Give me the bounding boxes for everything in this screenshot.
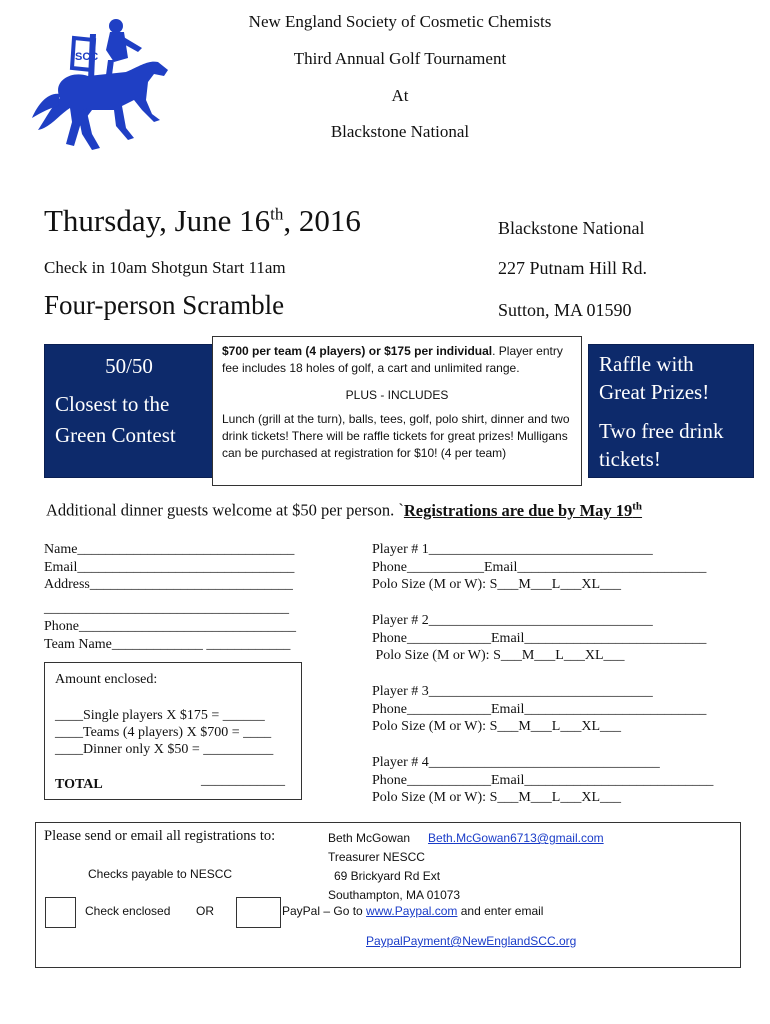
player-4-block: [372, 754, 713, 807]
drink-line2: tickets!: [599, 446, 661, 471]
teams-line[interactable]: ____Teams (4 players) X $700 = ____: [55, 725, 272, 740]
header-line-venue: Blackstone National: [330, 122, 470, 141]
total-field[interactable]: ____________: [201, 773, 285, 788]
player-3-polo[interactable]: Polo Size (M or W): S___M___L___XL___: [372, 719, 622, 734]
registration-due: [404, 501, 642, 520]
single-players-line[interactable]: ____Single players X $175 = ______: [55, 708, 265, 723]
contest-box: [44, 344, 214, 478]
treasurer-street: 69 Brickyard Rd Ext: [334, 869, 441, 883]
player-4-name[interactable]: Player # 4_________________________________: [372, 755, 660, 770]
player-1-polo[interactable]: Polo Size (M or W): S___M___L___XL___: [372, 577, 622, 592]
treasurer-email-link[interactable]: Beth.McGowan6713@gmail.com: [428, 831, 604, 845]
phone-field[interactable]: Phone_______________________________: [44, 619, 296, 634]
checkin-time: Check in 10am Shotgun Start 11am: [44, 258, 286, 277]
raffle-line1: Raffle with: [599, 352, 694, 376]
player-1-name[interactable]: Player # 1________________________________: [372, 542, 653, 557]
dinner-only-line[interactable]: ____Dinner only X $50 = __________: [55, 742, 274, 757]
treasurer-role: Treasurer NESCC: [328, 850, 425, 864]
treasurer-address: [328, 829, 604, 905]
send-title: Please send or email all registrations to:: [44, 828, 276, 844]
dinner-guests-text: Additional dinner guests welcome at $50 per person. `: [46, 500, 404, 520]
treasurer-city: Southampton, MA 01073: [328, 888, 461, 902]
treasurer-name: Beth McGowan: [328, 831, 411, 845]
contest-closest: Closest to the: [55, 392, 170, 417]
venue-street: 227 Putnam Hill Rd.: [498, 258, 648, 278]
email-field[interactable]: Email_______________________________: [44, 559, 295, 575]
team-name-field[interactable]: Team Name_____________ ____________: [44, 636, 291, 652]
player-3-block: [372, 683, 706, 736]
contest-5050: 50/50: [105, 354, 153, 378]
registration-due-suffix: th: [632, 500, 643, 512]
paypal-checkbox[interactable]: [236, 897, 281, 928]
checks-payable: Checks payable to NESCC: [88, 867, 233, 881]
venue-city: Sutton, MA 01590: [498, 300, 632, 320]
dinner-guests-line: [46, 500, 642, 521]
drink-line1: Two free drink: [599, 418, 724, 443]
paypal-site-link[interactable]: www.Paypal.com: [366, 904, 458, 918]
event-date-year: , 2016: [283, 203, 361, 238]
contest-green: Green Contest: [55, 422, 176, 447]
entry-price: [222, 343, 572, 377]
includes-text: Lunch (grill at the turn), balls, tees, golf, polo shirt, dinner and two drink tickets! There will be raffle tickets for great prizes! Mulligans can be purchased at registration for $10! (4 per team): [222, 412, 570, 460]
event-format: Four-person Scramble: [44, 290, 285, 320]
total-label: TOTAL: [55, 777, 103, 792]
entry-info-box: [212, 336, 582, 486]
header-line-society: New England Society of Cosmetic Chemists: [248, 12, 552, 31]
amount-title: Amount enclosed:: [55, 672, 158, 687]
player-1-block: [372, 541, 706, 594]
player-1-contact[interactable]: Phone___________Email___________________________: [372, 559, 707, 575]
raffle-box: [588, 344, 754, 478]
entry-price-bold: $700 per team (4 players) or $175 per individual: [222, 344, 493, 358]
venue-name: Blackstone National: [498, 218, 645, 238]
amount-enclosed-box: [44, 662, 302, 800]
registration-due-main: Registrations are due by May 19: [403, 500, 633, 520]
event-date: [44, 203, 361, 239]
plus-includes: PLUS - INCLUDES: [345, 387, 449, 402]
raffle-line2: Great Prizes!: [599, 380, 710, 405]
logo-text: SCC: [75, 51, 99, 63]
name-field[interactable]: Name_______________________________: [44, 542, 295, 557]
check-enclosed-checkbox[interactable]: [45, 897, 76, 928]
player-2-block: [372, 612, 706, 665]
check-enclosed-label: Check enclosed: [85, 904, 171, 918]
player-2-contact[interactable]: Phone____________Email__________________________: [372, 630, 707, 646]
player-2-name[interactable]: Player # 2________________________________: [372, 613, 653, 628]
player-3-name[interactable]: Player # 3________________________________: [372, 684, 653, 699]
paypal-instructions: [282, 904, 543, 918]
address-field[interactable]: Address_____________________________: [44, 577, 293, 592]
event-date-suffix: th: [270, 204, 284, 224]
team-form: [44, 541, 296, 653]
address-field-2[interactable]: ___________________________________: [44, 600, 289, 616]
scc-logo-horse-rider: [30, 10, 170, 160]
header-line-at: At: [391, 86, 409, 105]
player-2-polo[interactable]: Polo Size (M or W): S___M___L___XL___: [372, 648, 625, 663]
paypal-post: and enter email: [457, 904, 544, 918]
event-date-main: Thursday, June 16: [44, 203, 271, 238]
player-4-contact[interactable]: Phone____________Email___________________________: [372, 772, 714, 788]
paypal-pre: PayPal – Go to: [282, 904, 367, 918]
player-3-contact[interactable]: Phone____________Email__________________________: [372, 701, 707, 717]
total-row: [55, 773, 291, 793]
or-label: OR: [196, 904, 214, 918]
entry-price-rest: . Player entry fee includes 18 holes of golf, a cart and unlimited range.: [222, 344, 563, 375]
player-4-polo[interactable]: Polo Size (M or W): S___M___L___XL___: [372, 790, 622, 805]
paypal-email-link[interactable]: PaypalPayment@NewEnglandSCC.org: [366, 934, 577, 948]
treasurer-name-line: [328, 829, 604, 848]
header-line-tournament: Third Annual Golf Tournament: [293, 49, 507, 68]
